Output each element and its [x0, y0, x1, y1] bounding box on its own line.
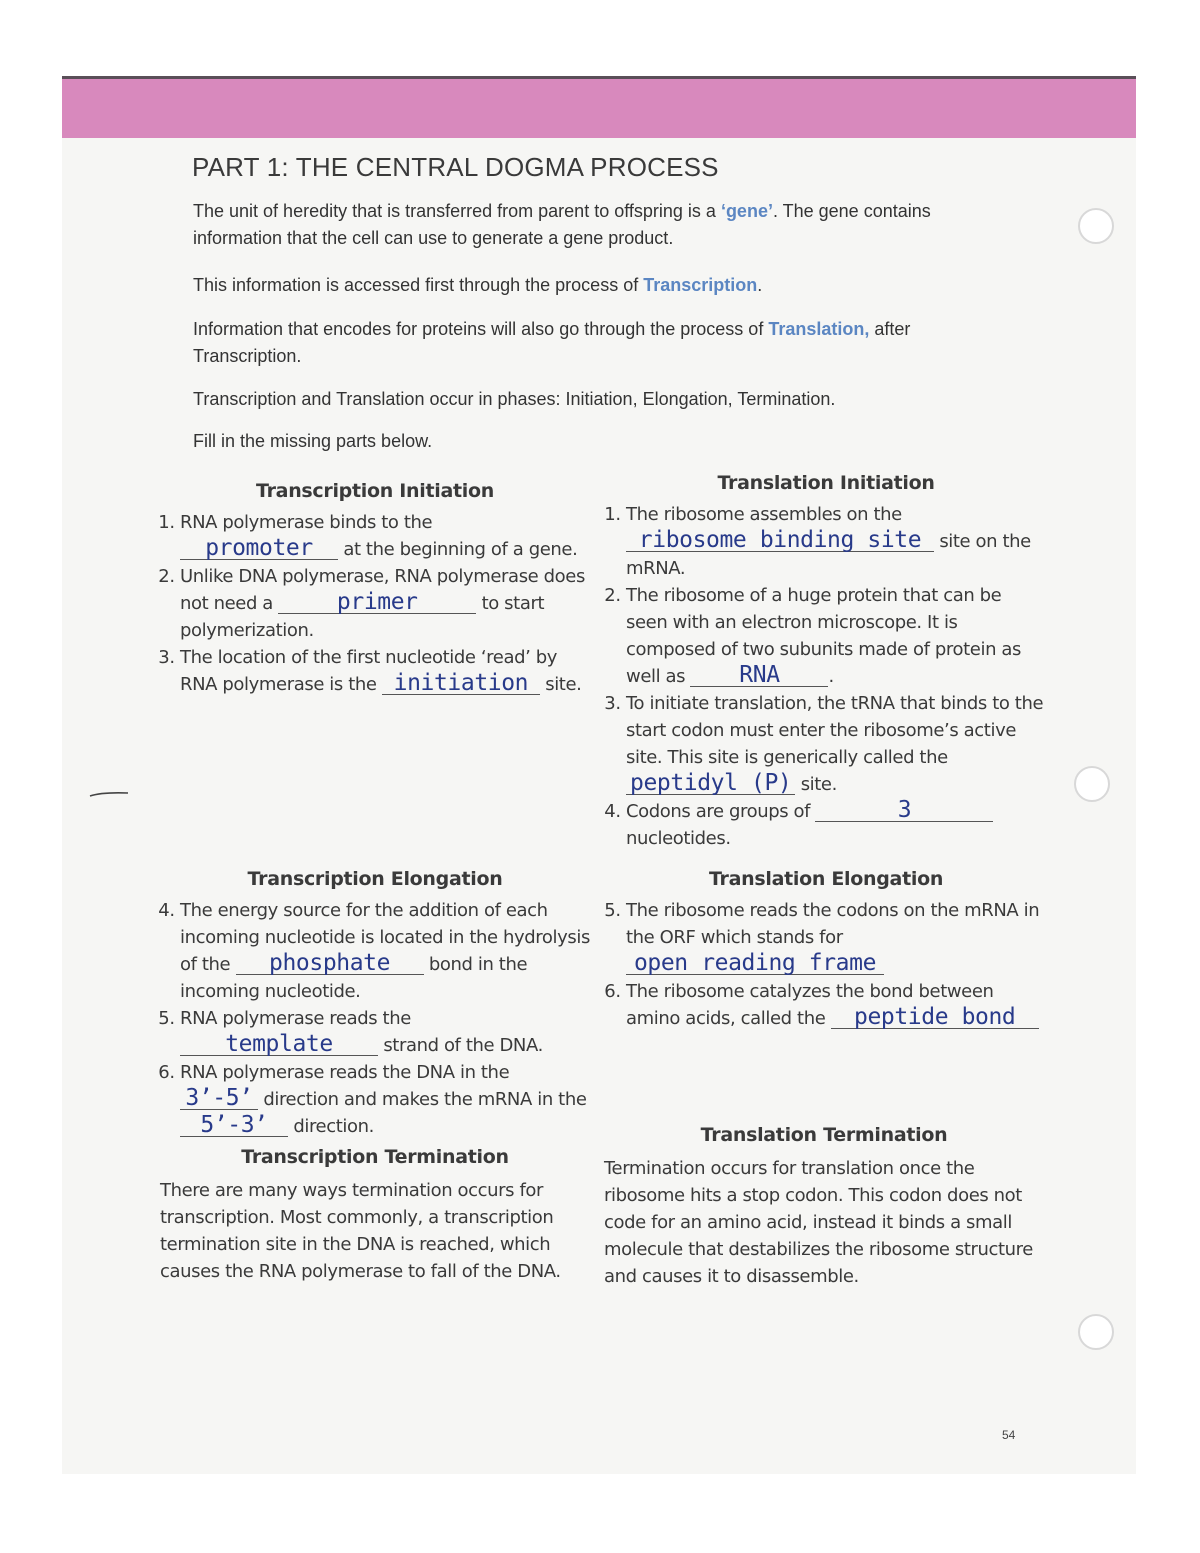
question-item: 4. Codons are groups of 3 nucleotides. [626, 798, 1046, 852]
answer-three: 3 [815, 799, 993, 822]
section-heading: Transcription Initiation [256, 480, 494, 502]
question-item: 5. The ribosome reads the codons on the mRNA in the ORF which stands for open reading frame [626, 897, 1046, 978]
translation-initiation-section [606, 470, 1046, 852]
question-item: 6. The ribosome catalyzes the bond between amino acids, called the peptide bond [626, 978, 1046, 1032]
question-item: 4. The energy source for the addition of each incoming nucleotide is located in the hydrolysis of the phosphate bond in the incoming nucleotide. [180, 897, 590, 1005]
termination-text: There are many ways termination occurs for transcription. Most commonly, a transcription termination site in the DNA is reached, which causes the RNA polymerase to fall of the DNA. [160, 1180, 561, 1282]
answer-promoter: promoter [180, 537, 338, 560]
translation-elongation-section [606, 866, 1046, 1032]
intro-paragraph-2: This information is accessed first through the process of Transcription. [193, 275, 763, 295]
answer-template: template [180, 1033, 378, 1056]
answer-phosphate: phosphate [236, 952, 424, 975]
section-heading: Translation Termination [700, 1124, 948, 1146]
transcription-keyword: Transcription [643, 275, 758, 295]
section-heading: Transcription Termination [241, 1146, 509, 1168]
intro-paragraph-3: Information that encodes for proteins will also go through the process of Translation, after Transcription. [193, 319, 911, 366]
answer-rna: RNA [690, 664, 828, 687]
answer-5-3: 5’-3’ [180, 1114, 288, 1137]
transcription-elongation-section [160, 866, 590, 1140]
section-heading: Translation Elongation [708, 868, 944, 890]
question-item: 3. To initiate translation, the tRNA that binds to the start codon must enter the ribosome’s active site. This site is generically called the peptidyl (P) site. [626, 690, 1046, 798]
translation-termination-section [604, 1122, 1044, 1290]
answer-initiation: initiation [382, 672, 540, 695]
pencil-mark [88, 790, 132, 800]
transcription-termination-section [160, 1144, 590, 1285]
gene-keyword: ‘gene’ [720, 201, 773, 221]
question-item: 1. RNA polymerase binds to the promoter at the beginning of a gene. [180, 509, 590, 563]
question-item: 5. RNA polymerase reads the template strand of the DNA. [180, 1005, 590, 1059]
question-item: 2. Unlike DNA polymerase, RNA polymerase does not need a primer to start polymerization. [180, 563, 590, 644]
answer-open-reading-frame: open reading frame [626, 952, 884, 975]
answer-primer: primer [278, 591, 476, 614]
binder-hole-top [1078, 208, 1114, 244]
translation-keyword: Translation, [768, 319, 870, 339]
answer-peptidyl-site: peptidyl (P) [626, 772, 795, 795]
answer-peptide-bond: peptide bond [831, 1006, 1039, 1029]
page-title: PART 1: THE CENTRAL DOGMA PROCESS [192, 152, 719, 182]
section-heading: Transcription Elongation [247, 868, 503, 890]
termination-text: Termination occurs for translation once the ribosome hits a stop codon. This codon does not code for an amino acid, instead it binds a small molecule that destabilizes the ribosome structure and causes it to disassemble. [604, 1158, 1033, 1287]
header-banner [62, 76, 1136, 138]
question-item: 1. The ribosome assembles on the ribosome binding site site on the mRNA. [626, 501, 1046, 582]
question-item: 3. The location of the first nucleotide ‘read’ by RNA polymerase is the initiation site. [180, 644, 590, 698]
binder-hole-bottom [1078, 1314, 1114, 1350]
answer-ribosome-binding-site: ribosome binding site [626, 529, 934, 552]
section-heading: Translation Initiation [717, 472, 935, 494]
question-item: 6. RNA polymerase reads the DNA in the 3’-5’ direction and makes the mRNA in the 5’-3’ direction. [180, 1059, 590, 1140]
question-item: 2. The ribosome of a huge protein that can be seen with an electron microscope. It is composed of two subunits made of protein as well as RNA . [626, 582, 1046, 690]
intro-paragraph-5: Fill in the missing parts below. [193, 431, 433, 451]
intro-paragraph-1: The unit of heredity that is transferred from parent to offspring is a ‘gene’. The gene contains information that the cell can use to generate a gene product. [193, 201, 931, 248]
binder-hole-middle [1074, 766, 1110, 802]
page-number: 54 [1002, 1428, 1016, 1442]
answer-3-5: 3’-5’ [180, 1087, 258, 1110]
intro-paragraph-4: Transcription and Translation occur in phases: Initiation, Elongation, Termination. [193, 389, 836, 409]
transcription-initiation-section [160, 478, 590, 698]
